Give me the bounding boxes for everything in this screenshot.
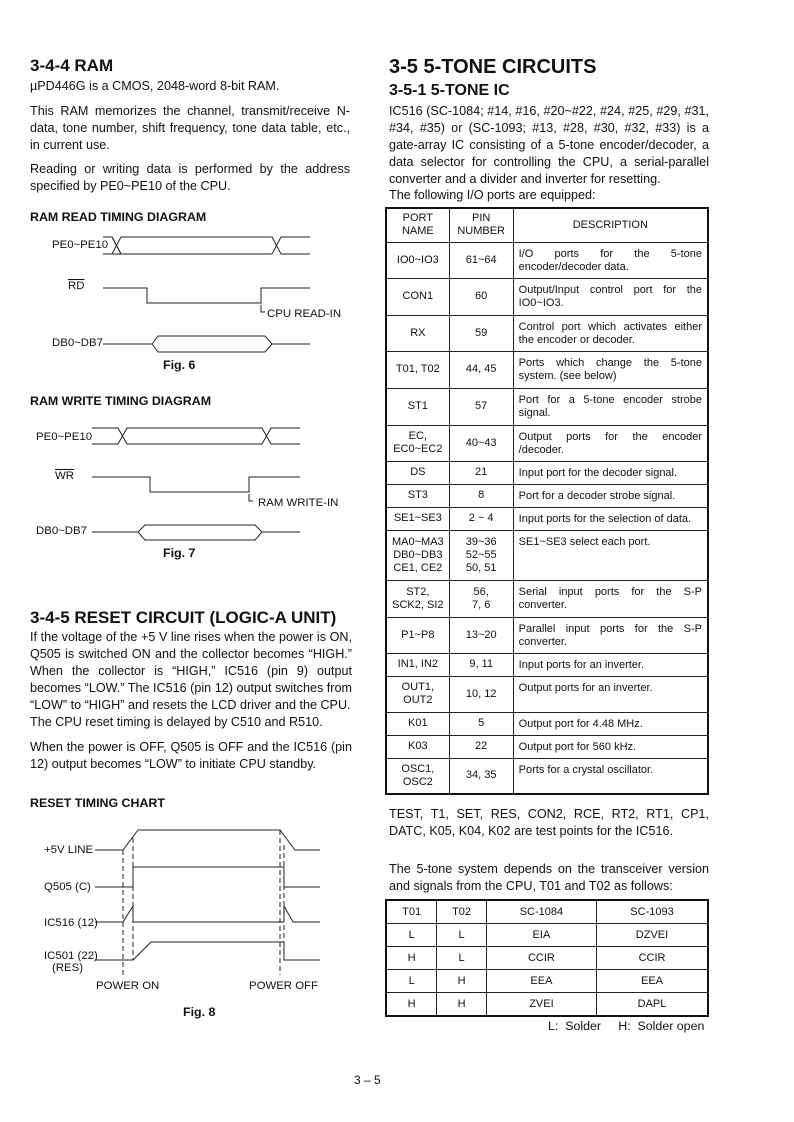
pin-cell: 59 bbox=[449, 315, 513, 351]
write-signal-pe: PE0~PE10 bbox=[36, 431, 93, 443]
table-row bbox=[386, 278, 708, 315]
desc-cell: Input ports for an inverter. bbox=[513, 653, 708, 676]
desc-cell: Ports for a crystal oscillator. bbox=[513, 758, 708, 794]
table-row bbox=[386, 712, 708, 735]
port-cell: EC, EC0~EC2 bbox=[386, 425, 449, 461]
desc-cell: Ports which change the 5-tone system. (see below) bbox=[513, 351, 708, 388]
cell: L bbox=[437, 947, 487, 970]
table-row bbox=[386, 461, 708, 484]
desc-cell: SE1~SE3 select each port. bbox=[513, 530, 708, 580]
header-sc1084: SC-1084 bbox=[486, 900, 596, 924]
desc-cell: Output/Input control port for the IO0~IO3. bbox=[513, 278, 708, 315]
table-row bbox=[386, 351, 708, 388]
cell: EEA bbox=[597, 970, 708, 993]
reset-para-3: When the power is OFF, Q505 is OFF and the IC516 (pin 12) output becomes “LOW” to initiate CPU standby. bbox=[30, 740, 352, 771]
table-row bbox=[386, 653, 708, 676]
table-row bbox=[386, 484, 708, 507]
read-signal-db: DB0~DB7 bbox=[52, 337, 103, 349]
intro-ports-line: The following I/O ports are equipped: bbox=[389, 188, 596, 202]
reset-timing-chart bbox=[0, 0, 1, 1]
cell: L bbox=[386, 970, 437, 993]
marker-power-on: POWER ON bbox=[96, 980, 160, 992]
cell: H bbox=[437, 970, 487, 993]
ram-para-3: Reading or writing data is performed by the address specified by PE0~PE10 of the CPU. bbox=[30, 162, 350, 193]
system-intro-paragraph: The 5-tone system depends on the transceiver version and signals from the CPU, T01 and T02 as follows: bbox=[389, 862, 709, 893]
desc-cell: Control port which activates either the encoder or decoder. bbox=[513, 315, 708, 351]
reset-chart-title: RESET TIMING CHART bbox=[30, 796, 165, 810]
ram-para-2: This RAM memorizes the channel, transmit/receive N-data, tone number, shift frequency, tone data table, etc., in current use. bbox=[30, 104, 350, 152]
cell: ZVEI bbox=[486, 993, 596, 1017]
write-diagram-title: RAM WRITE TIMING DIAGRAM bbox=[30, 394, 212, 408]
reset-heading: 3-4-5 RESET CIRCUIT (LOGIC-A UNIT) bbox=[30, 608, 337, 627]
pin-cell: 8 bbox=[449, 484, 513, 507]
pin-cell: 40~43 bbox=[449, 425, 513, 461]
reset-signal-ic516: IC516 (12) bbox=[44, 917, 98, 929]
port-cell: K01 bbox=[386, 712, 449, 735]
port-cell: T01, T02 bbox=[386, 351, 449, 388]
ram-heading: 3-4-4 RAM bbox=[30, 56, 114, 75]
header-pin-number: PIN NUMBER bbox=[449, 208, 513, 242]
table-row bbox=[386, 758, 708, 794]
table-row bbox=[386, 617, 708, 653]
port-cell: K03 bbox=[386, 735, 449, 758]
page-number: 3 – 5 bbox=[354, 1073, 381, 1087]
pin-cell: 13~20 bbox=[449, 617, 513, 653]
table-row bbox=[386, 315, 708, 351]
pin-cell: 22 bbox=[449, 735, 513, 758]
table-row bbox=[386, 507, 708, 530]
port-cell: CON1 bbox=[386, 278, 449, 315]
desc-cell: Output port for 4.48 MHz. bbox=[513, 712, 708, 735]
table-row bbox=[386, 735, 708, 758]
read-diagram-title: RAM READ TIMING DIAGRAM bbox=[30, 210, 207, 224]
desc-cell: Port for a decoder strobe signal. bbox=[513, 484, 708, 507]
header-port-name: PORT NAME bbox=[386, 208, 449, 242]
header-t02: T02 bbox=[437, 900, 487, 924]
desc-cell: Input port for the decoder signal. bbox=[513, 461, 708, 484]
port-cell: OUT1, OUT2 bbox=[386, 676, 449, 712]
desc-cell: I/O ports for the 5-tone encoder/decoder data. bbox=[513, 242, 708, 278]
reset-signal-5v: +5V LINE bbox=[44, 844, 94, 856]
marker-power-off: POWER OFF bbox=[249, 980, 318, 992]
ram-para-1: µPD446G is a CMOS, 2048-word 8-bit RAM. bbox=[30, 79, 280, 93]
cell: DZVEI bbox=[597, 924, 708, 947]
write-signal-db: DB0~DB7 bbox=[36, 525, 87, 537]
cell: EEA bbox=[486, 970, 596, 993]
desc-cell: Input ports for the selection of data. bbox=[513, 507, 708, 530]
reset-para-2: The CPU reset timing is delayed by C510 and R510. bbox=[30, 715, 323, 729]
test-points-paragraph: TEST, T1, SET, RES, CON2, RCE, RT2, RT1, CP1, DATC, K05, K04, K02 are test points for the IC516. bbox=[389, 807, 709, 838]
read-signal-pe: PE0~PE10 bbox=[52, 239, 109, 251]
header-description: DESCRIPTION bbox=[513, 208, 708, 242]
pin-cell: 2 ~ 4 bbox=[449, 507, 513, 530]
table-row bbox=[386, 970, 708, 993]
cell: EIA bbox=[486, 924, 596, 947]
port-cell: P1~P8 bbox=[386, 617, 449, 653]
cell: L bbox=[437, 924, 487, 947]
table-row bbox=[386, 388, 708, 425]
table-row bbox=[386, 924, 708, 947]
reset-signal-res: (RES) bbox=[52, 962, 84, 974]
port-cell: ST2, SCK2, SI2 bbox=[386, 580, 449, 617]
pin-cell: 39~36 52~55 50, 51 bbox=[449, 530, 513, 580]
reset-signal-q505: Q505 (C) bbox=[44, 881, 91, 893]
port-cell: SE1~SE3 bbox=[386, 507, 449, 530]
tone-system-table bbox=[385, 899, 709, 1017]
sub-heading: 3-5-1 5-TONE IC bbox=[389, 82, 510, 99]
pin-cell: 34, 35 bbox=[449, 758, 513, 794]
desc-cell: Output ports for an inverter. bbox=[513, 676, 708, 712]
write-annotation: RAM WRITE-IN bbox=[258, 497, 339, 509]
port-cell: IO0~IO3 bbox=[386, 242, 449, 278]
table-row bbox=[386, 530, 708, 580]
cell: H bbox=[386, 993, 437, 1017]
port-cell: DS bbox=[386, 461, 449, 484]
cell: DAPL bbox=[597, 993, 708, 1017]
pin-cell: 56, 7, 6 bbox=[449, 580, 513, 617]
cell: CCIR bbox=[486, 947, 596, 970]
cell: CCIR bbox=[597, 947, 708, 970]
port-cell: ST3 bbox=[386, 484, 449, 507]
port-cell: OSC1, OSC2 bbox=[386, 758, 449, 794]
desc-cell: Serial input ports for the S-P converter. bbox=[513, 580, 708, 617]
write-signal-wr: $\overline{WR}$ bbox=[55, 470, 74, 482]
reset-signal-ic501: IC501 (22) bbox=[44, 950, 98, 962]
pin-cell: 61~64 bbox=[449, 242, 513, 278]
cell: H bbox=[437, 993, 487, 1017]
cell: L bbox=[386, 924, 437, 947]
pin-cell: 60 bbox=[449, 278, 513, 315]
fig-7-caption: Fig. 7 bbox=[163, 546, 196, 560]
fig-8-caption: Fig. 8 bbox=[183, 1005, 216, 1019]
io-table-header bbox=[386, 208, 708, 242]
table-row bbox=[386, 676, 708, 712]
table-row bbox=[386, 242, 708, 278]
pin-cell: 44, 45 bbox=[449, 351, 513, 388]
fig-6-caption: Fig. 6 bbox=[163, 358, 196, 372]
desc-cell: Output port for 560 kHz. bbox=[513, 735, 708, 758]
desc-cell: Output ports for the encoder /decoder. bbox=[513, 425, 708, 461]
port-cell: IN1, IN2 bbox=[386, 653, 449, 676]
table-row bbox=[386, 993, 708, 1017]
header-t01: T01 bbox=[386, 900, 437, 924]
cell: H bbox=[386, 947, 437, 970]
io-port-table bbox=[385, 207, 709, 795]
solder-legend: L: Solder H: Solder open bbox=[548, 1019, 705, 1033]
port-cell: ST1 bbox=[386, 388, 449, 425]
read-signal-rd: $\overline{RD}$ bbox=[68, 280, 85, 292]
reset-para-1: If the voltage of the +5 V line rises when the power is ON, Q505 is switched ON and the collector becomes “HIGH.” When the collector is “HIGH,” IC516 (pin 9) output becomes “LOW.” The IC516 (pin 12) output switches from “LOW” to “HIGH” and resets the LCD driver and the CPU. bbox=[30, 630, 352, 712]
table-row bbox=[386, 947, 708, 970]
pin-cell: 9, 11 bbox=[449, 653, 513, 676]
pin-cell: 5 bbox=[449, 712, 513, 735]
port-cell: MA0~MA3 DB0~DB3 CE1, CE2 bbox=[386, 530, 449, 580]
tone-table-header bbox=[386, 900, 708, 924]
table-row bbox=[386, 580, 708, 617]
section-heading: 3-5 5-TONE CIRCUITS bbox=[389, 56, 597, 78]
desc-cell: Port for a 5-tone encoder strobe signal. bbox=[513, 388, 708, 425]
header-sc1093: SC-1093 bbox=[597, 900, 708, 924]
desc-cell: Parallel input ports for the S-P converter. bbox=[513, 617, 708, 653]
pin-cell: 21 bbox=[449, 461, 513, 484]
table-row bbox=[386, 425, 708, 461]
intro-paragraph: IC516 (SC-1084; #14, #16, #20~#22, #24, #25, #29, #31, #34, #35) or (SC-1093; #13, #28, #30, #32, #33) is a gate-array IC consisting of a 5-tone encoder/decoder, a data selector for controlling the CPU, a serial-parallel converter and a divider and inverter for resetting. bbox=[389, 104, 709, 186]
port-cell: RX bbox=[386, 315, 449, 351]
pin-cell: 10, 12 bbox=[449, 676, 513, 712]
pin-cell: 57 bbox=[449, 388, 513, 425]
read-annotation: CPU READ-IN bbox=[267, 308, 342, 320]
